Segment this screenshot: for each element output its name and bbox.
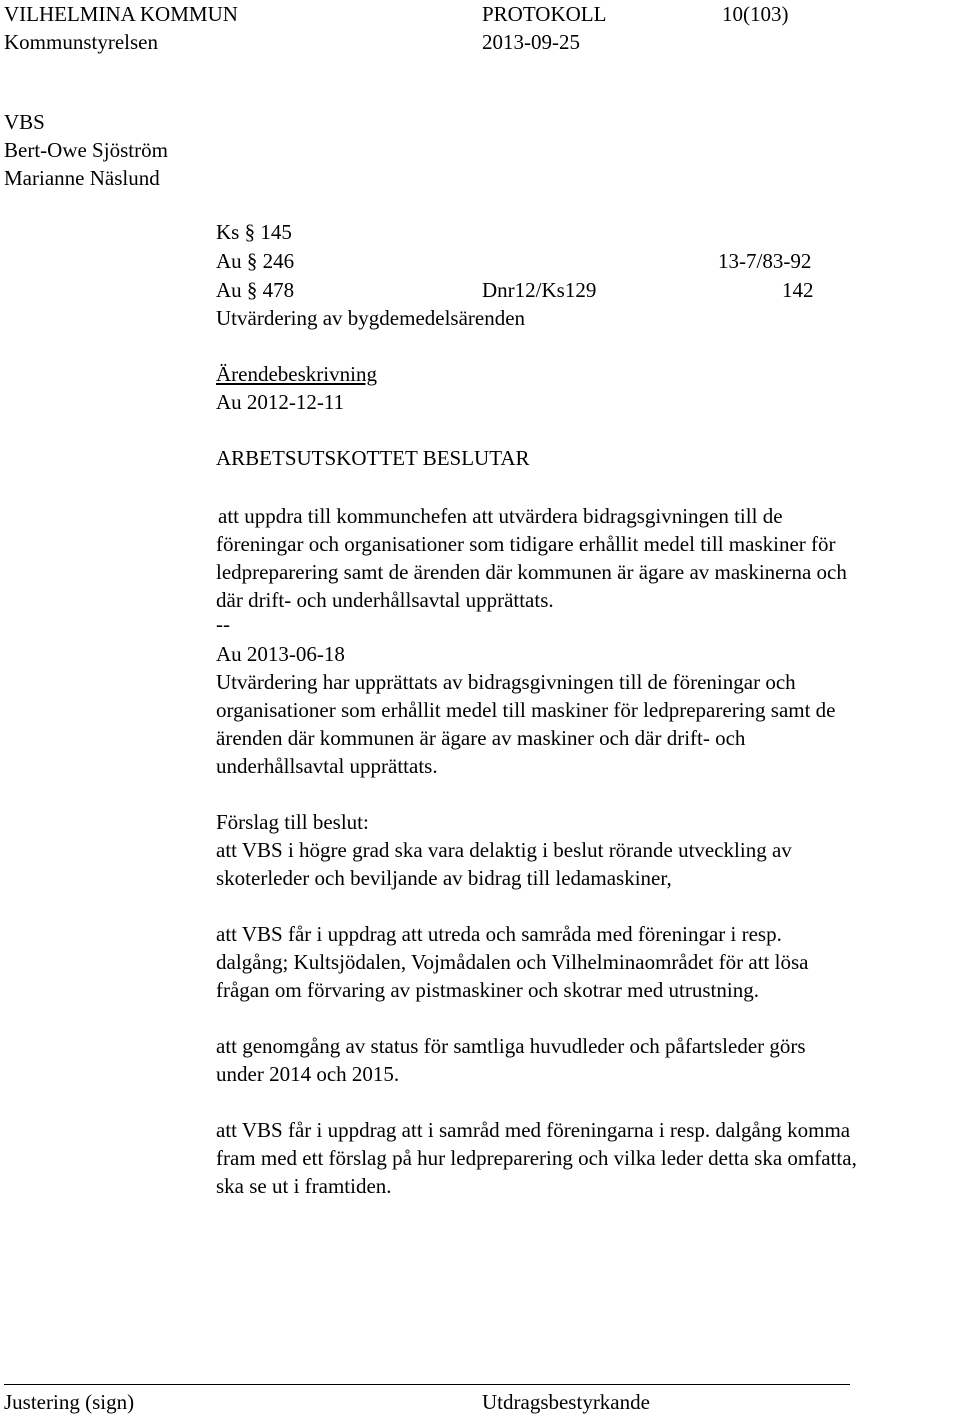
au-paragraph: Au § 246 (216, 249, 295, 273)
proposal-line: frågan om förvaring av pistmaskiner och skotrar med utrustning. (216, 978, 759, 1002)
diary-number: Dnr12/Ks129 (482, 278, 597, 302)
ks-paragraph: Ks § 145 (216, 220, 292, 244)
followup-line: organisationer som erhållit medel till maskiner för ledpreparering samt de (216, 698, 836, 722)
section-heading: Ärendebeskrivning (216, 362, 377, 386)
case-reference: 13-7/83-92 (718, 249, 812, 273)
proposal-line: att genomgång av status för samtliga huvudleder och påfartsleder görs (216, 1034, 806, 1058)
proposal-line: ska se ut i framtiden. (216, 1174, 392, 1198)
proposal-line: att VBS får i uppdrag att utreda och samråda med föreningar i resp. (216, 922, 782, 946)
proposal-line: att VBS i högre grad ska vara delaktig i beslut rörande utveckling av (216, 838, 792, 862)
justering-label: Justering (sign) (4, 1390, 135, 1414)
followup-line: underhållsavtal upprättats. (216, 754, 438, 778)
au-date: Au 2012-12-11 (216, 390, 345, 414)
followup-line: Utvärdering har upprättats av bidragsgivningen till de föreningar och (216, 670, 796, 694)
board-name: Kommunstyrelsen (4, 30, 158, 54)
proposal-line: dalgång; Kultsjödalen, Vojmådalen och Vilhelminaområdet för att lösa (216, 950, 809, 974)
document-type: PROTOKOLL (482, 2, 607, 26)
proposal-line: skoterleder och beviljande av bidrag till ledamaskiner, (216, 866, 672, 890)
signature-line (4, 1384, 850, 1385)
page-number: 10(103) (722, 2, 789, 26)
proposal-line: fram med ett förslag på hur ledpreparering och vilka leder detta ska omfatta, (216, 1146, 857, 1170)
case-title: Utvärdering av bygdemedelsärenden (216, 306, 526, 330)
followup-line: ärenden där kommunen är ägare av maskiner och där drift- och (216, 726, 746, 750)
decision-line: föreningar och organisationer som tidigare erhållit medel till maskiner för (216, 532, 836, 556)
proposal-heading: Förslag till beslut: (216, 810, 369, 834)
decision-line: att uppdra till kommunchefen att utvärdera bidragsgivningen till de (218, 504, 783, 528)
distribution-recipient: Marianne Näslund (4, 166, 160, 190)
separator: -- (216, 612, 230, 636)
decision-line: ledpreparering samt de ärenden där kommunen är ägare av maskinerna och (216, 560, 847, 584)
decision-heading: ARBETSUTSKOTTET BESLUTAR (216, 446, 530, 470)
distribution-recipient: VBS (4, 110, 45, 134)
utdrag-label: Utdragsbestyrkande (482, 1390, 650, 1414)
case-reference: 142 (782, 278, 814, 302)
decision-line: där drift- och underhållsavtal upprättats. (216, 588, 554, 612)
au-paragraph: Au § 478 (216, 278, 295, 302)
distribution-recipient: Bert-Owe Sjöström (4, 138, 168, 162)
au-date: Au 2013-06-18 (216, 642, 345, 666)
proposal-line: under 2014 och 2015. (216, 1062, 400, 1086)
proposal-line: att VBS får i uppdrag att i samråd med föreningarna i resp. dalgång komma (216, 1118, 851, 1142)
meeting-date: 2013-09-25 (482, 30, 580, 54)
municipality-name: VILHELMINA KOMMUN (4, 2, 238, 26)
